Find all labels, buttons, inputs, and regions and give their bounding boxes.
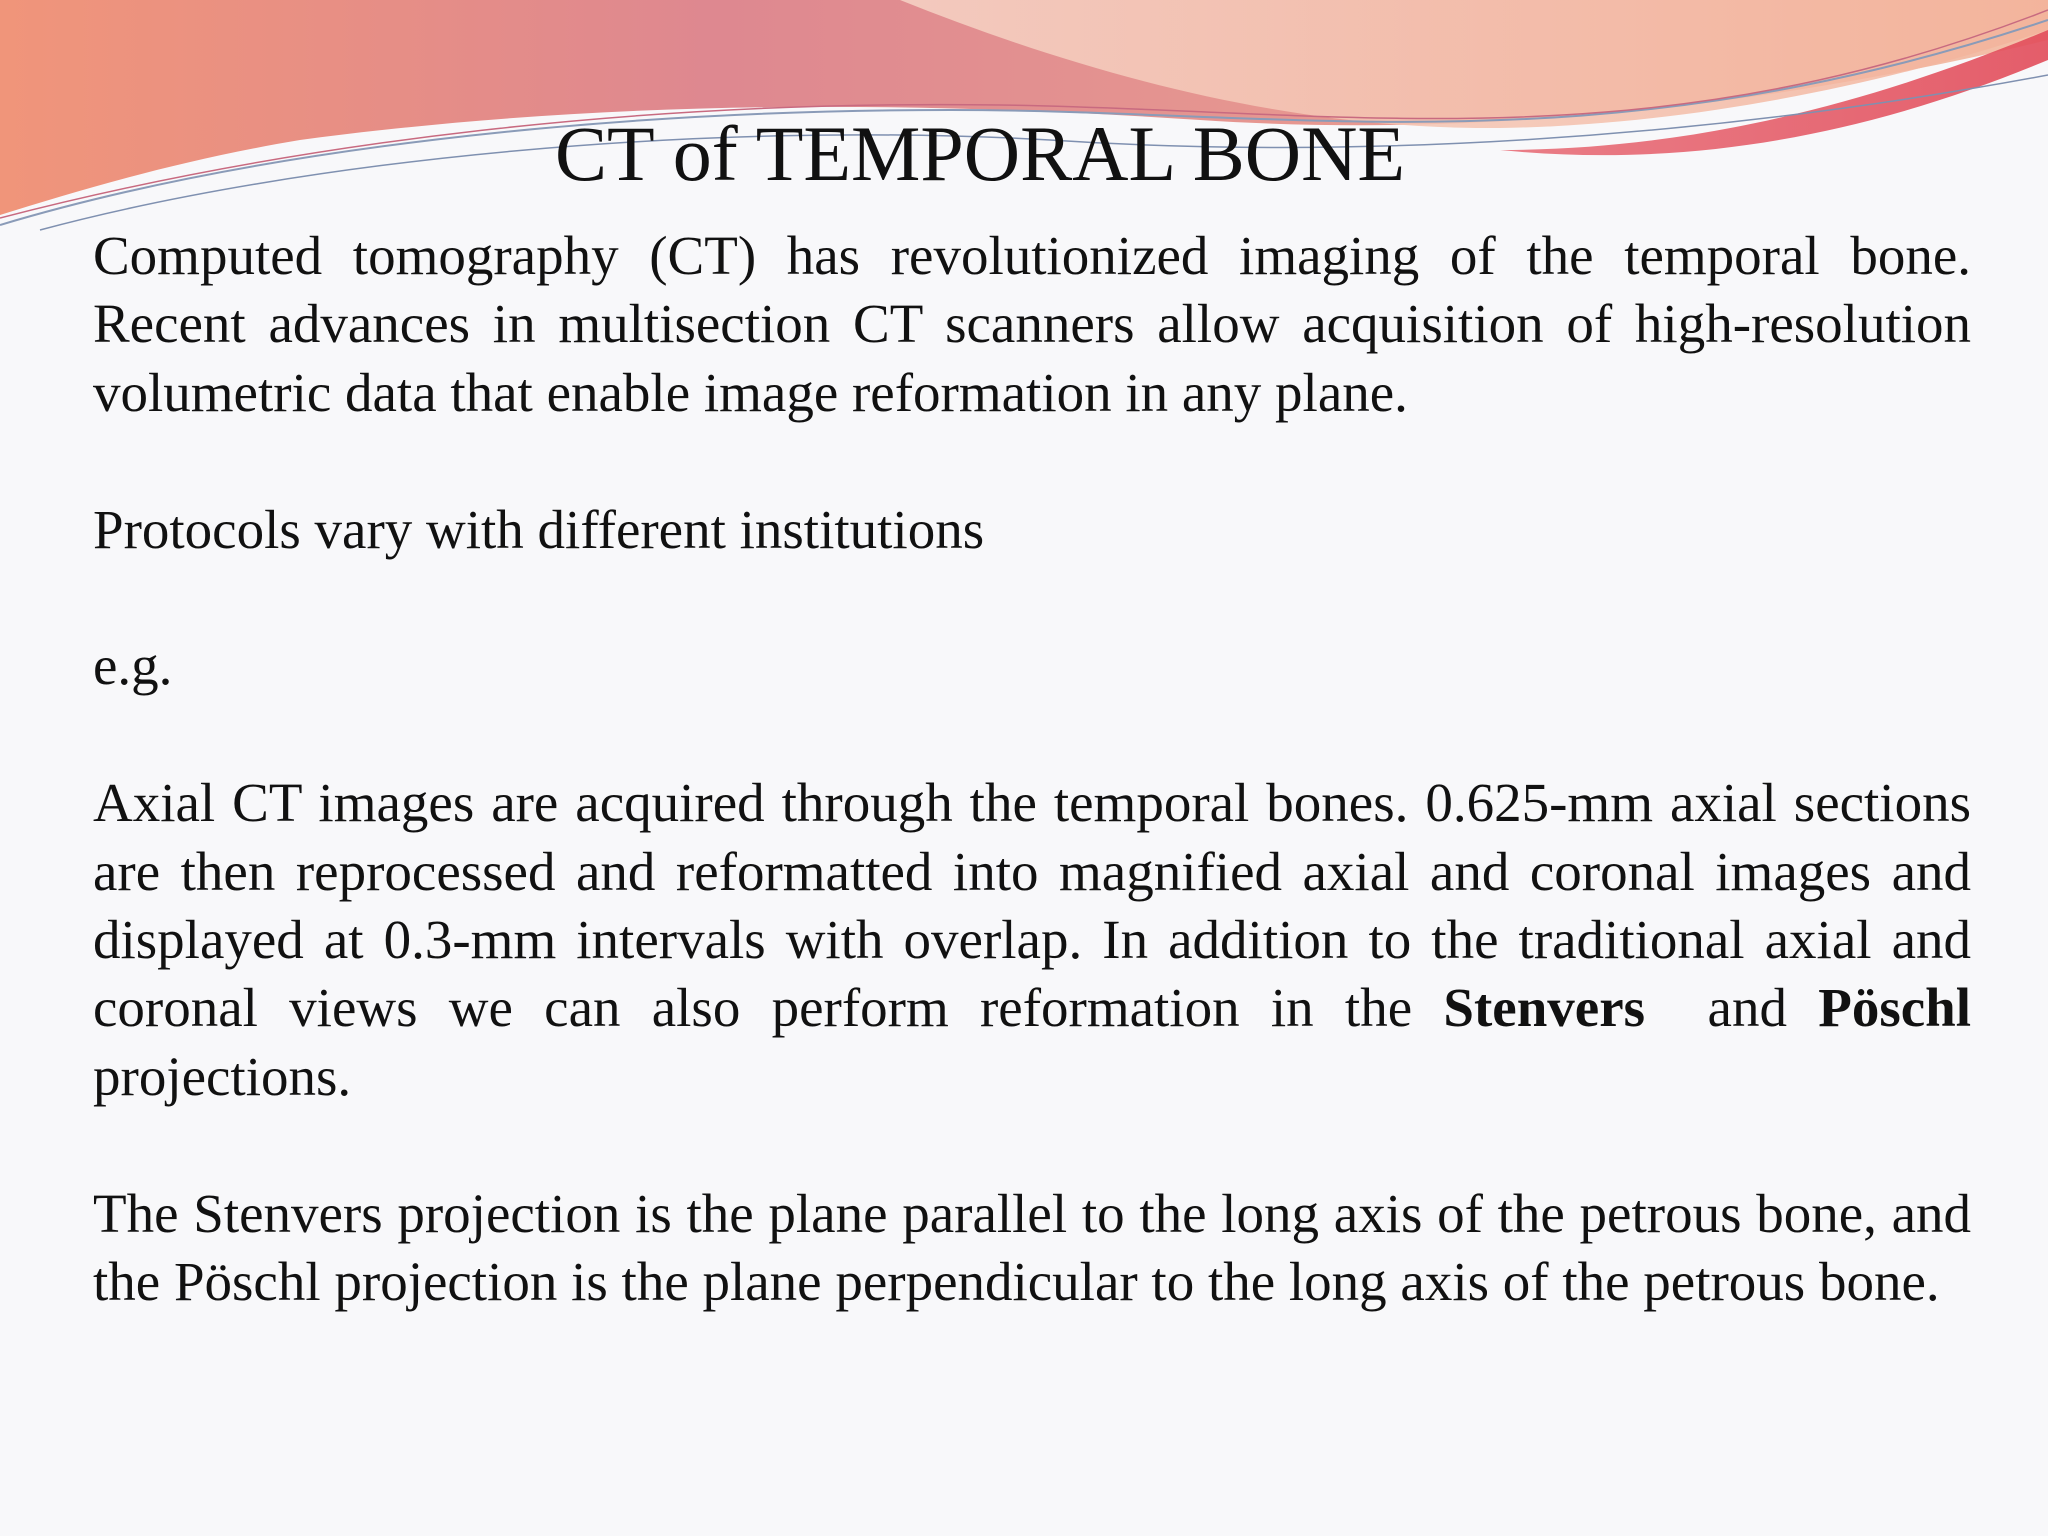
- paragraph-projections: The Stenvers projection is the plane parallel to the long axis of the petrous bone, and the Pöschl projection is the plane perpendicular to the long axis of the petrous bone.: [93, 1182, 1971, 1313]
- paragraph-axial-ct: [93, 769, 1971, 1111]
- paragraph-example-label: e.g.: [93, 635, 173, 697]
- slide-body: [93, 222, 1971, 1385]
- stenvers-term: Stenvers: [1443, 977, 1646, 1039]
- axial-ct-text-1: Axial CT images are acquired through the temporal bones. 0.625-mm axial sections are then reprocessed and reformatted into magnified axial and coronal images and displayed at 0.3-mm intervals with overlap. In addition to the traditional axial and coronal views we can also perform reformation in the: [93, 772, 1971, 1039]
- slide-title: CT of TEMPORAL BONE: [554, 110, 1406, 197]
- axial-ct-text-2: and: [1645, 977, 1819, 1039]
- axial-ct-text-3: projections.: [93, 1045, 352, 1107]
- paragraph-protocols: Protocols vary with different institutions: [93, 498, 985, 560]
- poschl-term: Pöschl: [1818, 977, 1971, 1039]
- paragraph-ct-intro: Computed tomography (CT) has revolutionized imaging of the temporal bone. Recent advances in multisection CT scanners allow acquisition of high-resolution volumetric data that enable image reformation in any plane.: [93, 225, 1971, 423]
